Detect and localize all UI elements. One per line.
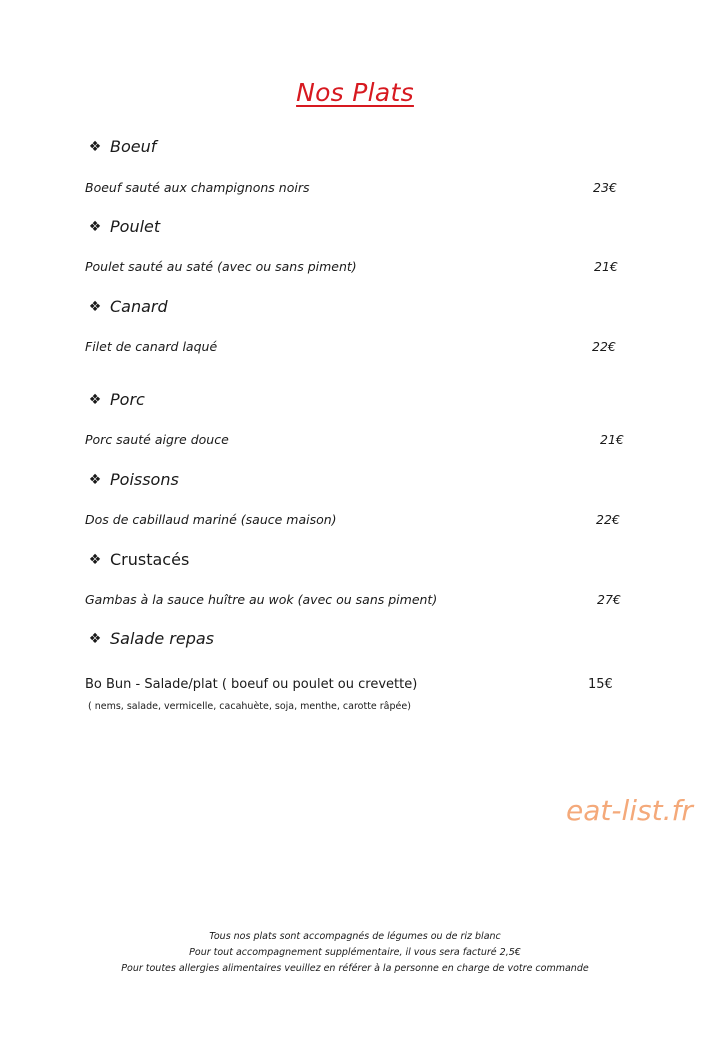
dish-price: 22€ xyxy=(592,339,616,354)
section-heading-label: Porc xyxy=(110,390,145,409)
dish-price: 21€ xyxy=(600,432,624,447)
dish-name: Filet de canard laqué xyxy=(85,339,218,354)
dish-name: Poulet sauté au saté (avec ou sans piment) xyxy=(85,259,357,274)
section-heading-label: Boeuf xyxy=(110,137,157,156)
section-heading-label: Crustacés xyxy=(110,550,190,569)
footer-note-line: Pour tout accompagnement supplémentaire, il vous sera facturé 2,5€ xyxy=(189,947,521,958)
section-heading-crustaces xyxy=(88,550,189,569)
section-heading-canard xyxy=(88,297,168,316)
dish-price: 15€ xyxy=(588,677,613,692)
section-heading-salade-repas xyxy=(88,629,214,648)
section-heading-label: Salade repas xyxy=(110,629,215,648)
dish-price: 21€ xyxy=(594,259,618,274)
dish-name: Boeuf sauté aux champignons noirs xyxy=(85,180,310,195)
footer-note-line: Pour toutes allergies alimentaires veuillez en référer à la personne en charge de votre commande xyxy=(121,963,589,974)
dish-description: ( nems, salade, vermicelle, cacahuète, soja, menthe, carotte râpée) xyxy=(88,701,411,712)
section-heading-poissons xyxy=(88,470,179,489)
dish-name: Bo Bun - Salade/plat ( boeuf ou poulet ou crevette) xyxy=(85,677,418,692)
diamond-bullet-icon: ❖ xyxy=(88,138,102,155)
watermark: eat-list.fr xyxy=(566,794,693,827)
section-heading-label: Poulet xyxy=(110,217,161,236)
diamond-bullet-icon: ❖ xyxy=(88,551,102,568)
section-heading-boeuf xyxy=(88,137,156,156)
diamond-bullet-icon: ❖ xyxy=(88,391,102,408)
dish-name: Gambas à la sauce huître au wok (avec ou sans piment) xyxy=(85,592,438,607)
section-heading-label: Poissons xyxy=(110,470,179,489)
diamond-bullet-icon: ❖ xyxy=(88,630,102,647)
dish-name: Porc sauté aigre douce xyxy=(85,432,229,447)
dish-price: 27€ xyxy=(597,592,621,607)
section-heading-label: Canard xyxy=(110,297,168,316)
dish-name: Dos de cabillaud mariné (sauce maison) xyxy=(85,512,337,527)
diamond-bullet-icon: ❖ xyxy=(88,471,102,488)
diamond-bullet-icon: ❖ xyxy=(88,298,102,315)
page-title: Nos Plats xyxy=(296,78,414,107)
section-heading-porc xyxy=(88,390,145,409)
dish-price: 22€ xyxy=(596,512,620,527)
dish-price: 23€ xyxy=(593,180,617,195)
section-heading-poulet xyxy=(88,217,160,236)
footer-note-line: Tous nos plats sont accompagnés de légumes ou de riz blanc xyxy=(209,931,501,942)
diamond-bullet-icon: ❖ xyxy=(88,218,102,235)
